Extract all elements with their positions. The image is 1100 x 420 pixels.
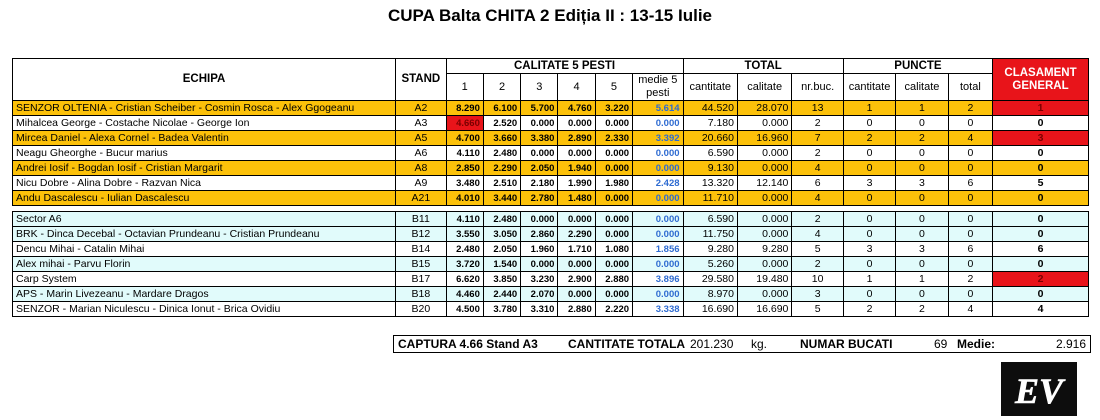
cell-pc: 1 bbox=[843, 272, 895, 287]
cell-p5: 2.220 bbox=[595, 302, 632, 317]
cell-p4: 0.000 bbox=[558, 116, 595, 131]
cell-p5: 0.000 bbox=[595, 146, 632, 161]
cell-nr: 5 bbox=[792, 302, 843, 317]
cell-p5: 1.980 bbox=[595, 176, 632, 191]
cell-echipa: Neagu Gheorghe - Bucur marius bbox=[13, 146, 396, 161]
cell-pt: 6 bbox=[948, 242, 992, 257]
cell-pt: 0 bbox=[948, 146, 992, 161]
cell-p1: 8.290 bbox=[446, 101, 483, 116]
cell-nr: 10 bbox=[792, 272, 843, 287]
cell-echipa: Carp System bbox=[13, 272, 396, 287]
cell-p5: 0.000 bbox=[595, 227, 632, 242]
cell-p4: 0.000 bbox=[558, 257, 595, 272]
cell-p4: 0.000 bbox=[558, 146, 595, 161]
cell-echipa: Mihalcea George - Costache Nicolae - George Ion bbox=[13, 116, 396, 131]
table-row bbox=[13, 116, 1089, 131]
cell-p5: 0.000 bbox=[595, 161, 632, 176]
subheader-2: 2 bbox=[483, 74, 520, 101]
cell-p3: 2.050 bbox=[521, 161, 558, 176]
cell-p2: 2.480 bbox=[483, 146, 520, 161]
cell-nr: 2 bbox=[792, 257, 843, 272]
cell-pt: 4 bbox=[948, 302, 992, 317]
subheader-4: 4 bbox=[558, 74, 595, 101]
cell-pcal: 1 bbox=[896, 272, 948, 287]
cell-pcal: 1 bbox=[896, 101, 948, 116]
subheader-5: 5 bbox=[595, 74, 632, 101]
cell-cal: 0.000 bbox=[737, 146, 791, 161]
cell-p3: 2.860 bbox=[521, 227, 558, 242]
summary-medie-value: 2.916 bbox=[1055, 337, 1086, 351]
cell-cant: 6.590 bbox=[683, 146, 737, 161]
header-stand: STAND bbox=[396, 59, 446, 101]
cell-p4: 2.290 bbox=[558, 227, 595, 242]
subheader-3: 3 bbox=[521, 74, 558, 101]
cell-cant: 11.750 bbox=[683, 227, 737, 242]
cell-echipa: Dencu Mihai - Catalin Mihai bbox=[13, 242, 396, 257]
cell-pc: 0 bbox=[843, 287, 895, 302]
cell-nr: 6 bbox=[792, 176, 843, 191]
cell-pc: 0 bbox=[843, 227, 895, 242]
cell-medie: 0.000 bbox=[633, 212, 683, 227]
cell-p5: 2.880 bbox=[595, 272, 632, 287]
cell-pcal: 3 bbox=[896, 242, 948, 257]
cell-pcal: 0 bbox=[896, 116, 948, 131]
cell-stand: B17 bbox=[396, 272, 446, 287]
cell-p1: 4.500 bbox=[446, 302, 483, 317]
cell-p4: 1.710 bbox=[558, 242, 595, 257]
cell-pcal: 0 bbox=[896, 227, 948, 242]
cell-cant: 7.180 bbox=[683, 116, 737, 131]
cell-pt: 0 bbox=[948, 191, 992, 206]
page-title: CUPA Balta CHITA 2 Ediția II : 13-15 Iulie bbox=[387, 6, 712, 25]
cell-p3: 0.000 bbox=[521, 146, 558, 161]
cell-cal: 12.140 bbox=[737, 176, 791, 191]
cell-p2: 3.780 bbox=[483, 302, 520, 317]
cell-p1: 3.480 bbox=[446, 176, 483, 191]
cell-pcal: 2 bbox=[896, 302, 948, 317]
cell-medie: 0.000 bbox=[633, 227, 683, 242]
cell-stand: B14 bbox=[396, 242, 446, 257]
cell-p5: 0.000 bbox=[595, 287, 632, 302]
cell-cal: 0.000 bbox=[737, 212, 791, 227]
cell-pcal: 0 bbox=[896, 257, 948, 272]
cell-cant: 11.710 bbox=[683, 191, 737, 206]
cell-pcal: 2 bbox=[896, 131, 948, 146]
cell-clas: 0 bbox=[993, 191, 1089, 206]
cell-pc: 0 bbox=[843, 146, 895, 161]
cell-cant: 9.130 bbox=[683, 161, 737, 176]
table-row bbox=[13, 287, 1089, 302]
table-row bbox=[13, 131, 1089, 146]
cell-stand: A21 bbox=[396, 191, 446, 206]
summary-bar bbox=[393, 335, 1091, 353]
ev-logo-mark bbox=[1001, 362, 1077, 416]
cell-cal: 0.000 bbox=[737, 191, 791, 206]
header-total: TOTAL bbox=[683, 59, 843, 74]
cell-pc: 0 bbox=[843, 161, 895, 176]
table-row bbox=[13, 302, 1089, 317]
cell-pc: 0 bbox=[843, 191, 895, 206]
cell-p4: 2.900 bbox=[558, 272, 595, 287]
header-puncte: PUNCTE bbox=[843, 59, 992, 74]
cell-p1: 4.460 bbox=[446, 287, 483, 302]
cell-cant: 8.970 bbox=[683, 287, 737, 302]
cell-nr: 2 bbox=[792, 212, 843, 227]
cell-medie: 5.614 bbox=[633, 101, 683, 116]
table-row bbox=[13, 191, 1089, 206]
cell-p5: 0.000 bbox=[595, 257, 632, 272]
subheader-1: 1 bbox=[446, 74, 483, 101]
summary-medie-label: Medie: bbox=[957, 337, 996, 351]
cell-clas: 2 bbox=[993, 272, 1089, 287]
cell-p1: 6.620 bbox=[446, 272, 483, 287]
cell-pcal: 0 bbox=[896, 146, 948, 161]
cell-cant: 16.690 bbox=[683, 302, 737, 317]
table-row bbox=[13, 242, 1089, 257]
cell-echipa: SENZOR OLTENIA - Cristian Scheiber - Cosmin Rosca - Alex Ggogeanu bbox=[13, 101, 396, 116]
cell-stand: A6 bbox=[396, 146, 446, 161]
cell-cal: 16.960 bbox=[737, 131, 791, 146]
cell-clas: 0 bbox=[993, 257, 1089, 272]
cell-p3: 3.230 bbox=[521, 272, 558, 287]
cell-p5: 2.330 bbox=[595, 131, 632, 146]
subheader-puncte-cantitate: cantitate bbox=[843, 74, 895, 101]
cell-stand: B11 bbox=[396, 212, 446, 227]
cell-p5: 0.000 bbox=[595, 191, 632, 206]
cell-echipa: BRK - Dinca Decebal - Octavian Prundeanu - Cristian Prundeanu bbox=[13, 227, 396, 242]
cell-medie: 0.000 bbox=[633, 287, 683, 302]
cell-nr: 2 bbox=[792, 146, 843, 161]
cell-nr: 5 bbox=[792, 242, 843, 257]
header-calitate: CALITATE 5 PESTI bbox=[446, 59, 683, 74]
cell-p3: 5.700 bbox=[521, 101, 558, 116]
table-row bbox=[13, 101, 1089, 116]
cell-echipa: Alex mihai - Parvu Florin bbox=[13, 257, 396, 272]
cell-nr: 3 bbox=[792, 287, 843, 302]
cell-pc: 0 bbox=[843, 116, 895, 131]
cell-p3: 3.310 bbox=[521, 302, 558, 317]
cell-nr: 13 bbox=[792, 101, 843, 116]
cell-nr: 4 bbox=[792, 161, 843, 176]
summary-cantitate-unit: kg. bbox=[751, 337, 768, 351]
cell-p3: 2.780 bbox=[521, 191, 558, 206]
cell-stand: A9 bbox=[396, 176, 446, 191]
cell-p2: 2.440 bbox=[483, 287, 520, 302]
cell-clas: 0 bbox=[993, 287, 1089, 302]
cell-p2: 3.050 bbox=[483, 227, 520, 242]
summary-cantitate-value: 201.230 bbox=[690, 337, 734, 351]
cell-echipa: Andrei Iosif - Bogdan Iosif - Cristian Margarit bbox=[13, 161, 396, 176]
cell-cal: 9.280 bbox=[737, 242, 791, 257]
cell-stand: A3 bbox=[396, 116, 446, 131]
cell-p5: 3.220 bbox=[595, 101, 632, 116]
cell-pt: 0 bbox=[948, 116, 992, 131]
cell-medie: 3.896 bbox=[633, 272, 683, 287]
cell-p2: 2.510 bbox=[483, 176, 520, 191]
subheader-total-calitate: calitate bbox=[737, 74, 791, 101]
cell-p3: 2.180 bbox=[521, 176, 558, 191]
cell-p5: 1.080 bbox=[595, 242, 632, 257]
table-row bbox=[13, 257, 1089, 272]
cell-pcal: 0 bbox=[896, 191, 948, 206]
cell-clas: 0 bbox=[993, 161, 1089, 176]
cell-stand: A8 bbox=[396, 161, 446, 176]
cell-stand: B20 bbox=[396, 302, 446, 317]
cell-medie: 0.000 bbox=[633, 146, 683, 161]
cell-cant: 6.590 bbox=[683, 212, 737, 227]
cell-p3: 0.000 bbox=[521, 116, 558, 131]
cell-pt: 0 bbox=[948, 227, 992, 242]
cell-stand: A2 bbox=[396, 101, 446, 116]
cell-medie: 0.000 bbox=[633, 191, 683, 206]
cell-pt: 0 bbox=[948, 161, 992, 176]
cell-pt: 0 bbox=[948, 212, 992, 227]
cell-echipa: Andu Dascalescu - Iulian Dascalescu bbox=[13, 191, 396, 206]
cell-medie: 1.856 bbox=[633, 242, 683, 257]
cell-stand: A5 bbox=[396, 131, 446, 146]
cell-cal: 0.000 bbox=[737, 257, 791, 272]
cell-pt: 4 bbox=[948, 131, 992, 146]
cell-p2: 3.660 bbox=[483, 131, 520, 146]
cell-p2: 6.100 bbox=[483, 101, 520, 116]
cell-clas: 6 bbox=[993, 242, 1089, 257]
table-row bbox=[13, 227, 1089, 242]
cell-clas: 0 bbox=[993, 146, 1089, 161]
cell-p4: 2.890 bbox=[558, 131, 595, 146]
cell-pt: 0 bbox=[948, 287, 992, 302]
cell-pt: 2 bbox=[948, 272, 992, 287]
cell-p3: 2.070 bbox=[521, 287, 558, 302]
cell-cal: 16.690 bbox=[737, 302, 791, 317]
cell-nr: 2 bbox=[792, 116, 843, 131]
cell-medie: 3.338 bbox=[633, 302, 683, 317]
cell-cant: 44.520 bbox=[683, 101, 737, 116]
cell-clas: 0 bbox=[993, 116, 1089, 131]
cell-p4: 1.940 bbox=[558, 161, 595, 176]
cell-pc: 0 bbox=[843, 212, 895, 227]
cell-pt: 0 bbox=[948, 257, 992, 272]
cell-p4: 1.990 bbox=[558, 176, 595, 191]
cell-medie: 0.000 bbox=[633, 116, 683, 131]
cell-echipa: APS - Marin Livezeanu - Mardare Dragos bbox=[13, 287, 396, 302]
cell-pcal: 3 bbox=[896, 176, 948, 191]
cell-cal: 0.000 bbox=[737, 161, 791, 176]
cell-pc: 0 bbox=[843, 257, 895, 272]
cell-p1: 4.010 bbox=[446, 191, 483, 206]
cell-stand: B15 bbox=[396, 257, 446, 272]
cell-pc: 2 bbox=[843, 131, 895, 146]
cell-clas: 3 bbox=[993, 131, 1089, 146]
cell-pc: 3 bbox=[843, 176, 895, 191]
cell-p4: 4.760 bbox=[558, 101, 595, 116]
cell-p1: 2.850 bbox=[446, 161, 483, 176]
cell-pcal: 0 bbox=[896, 212, 948, 227]
cell-p2: 3.850 bbox=[483, 272, 520, 287]
cell-nr: 4 bbox=[792, 227, 843, 242]
cell-p1: 4.700 bbox=[446, 131, 483, 146]
cell-medie: 2.428 bbox=[633, 176, 683, 191]
cell-echipa: SENZOR - Marian Niculescu - Dinica Ionut - Brica Ovidiu bbox=[13, 302, 396, 317]
header-echipa: ECHIPA bbox=[13, 59, 396, 101]
cell-cal: 0.000 bbox=[737, 116, 791, 131]
cell-p3: 0.000 bbox=[521, 212, 558, 227]
cell-pcal: 0 bbox=[896, 287, 948, 302]
cell-p2: 2.480 bbox=[483, 212, 520, 227]
subheader-medie: medie 5 pesti bbox=[633, 74, 683, 101]
cell-medie: 0.000 bbox=[633, 257, 683, 272]
cell-p1: 4.110 bbox=[446, 146, 483, 161]
cell-cal: 28.070 bbox=[737, 101, 791, 116]
summary-cantitate-label: CANTITATE TOTALA bbox=[568, 337, 686, 351]
subheader-nr-buc: nr.buc. bbox=[792, 74, 843, 101]
table-row bbox=[13, 272, 1089, 287]
cell-p1: 3.720 bbox=[446, 257, 483, 272]
cell-p3: 0.000 bbox=[521, 257, 558, 272]
cell-pc: 1 bbox=[843, 101, 895, 116]
ev-logo bbox=[1001, 362, 1077, 416]
cell-medie: 3.392 bbox=[633, 131, 683, 146]
cell-stand: B18 bbox=[396, 287, 446, 302]
ev-logo-text: EV bbox=[1014, 371, 1064, 411]
cell-p4: 0.000 bbox=[558, 287, 595, 302]
cell-cant: 13.320 bbox=[683, 176, 737, 191]
cell-p3: 3.380 bbox=[521, 131, 558, 146]
cell-cal: 19.480 bbox=[737, 272, 791, 287]
cell-p1: 2.480 bbox=[446, 242, 483, 257]
summary-numar-label: NUMAR BUCATI bbox=[800, 337, 893, 351]
cell-nr: 7 bbox=[792, 131, 843, 146]
table-row bbox=[13, 161, 1089, 176]
cell-cant: 5.260 bbox=[683, 257, 737, 272]
cell-cant: 20.660 bbox=[683, 131, 737, 146]
table-row bbox=[13, 146, 1089, 161]
cell-pt: 6 bbox=[948, 176, 992, 191]
subheader-puncte-total: total bbox=[948, 74, 992, 101]
cell-p1: 4.110 bbox=[446, 212, 483, 227]
cell-p2: 2.290 bbox=[483, 161, 520, 176]
cell-clas: 5 bbox=[993, 176, 1089, 191]
results-table bbox=[12, 58, 1089, 317]
cell-p2: 3.440 bbox=[483, 191, 520, 206]
cell-p2: 2.520 bbox=[483, 116, 520, 131]
cell-nr: 4 bbox=[792, 191, 843, 206]
cell-p4: 2.880 bbox=[558, 302, 595, 317]
cell-pc: 3 bbox=[843, 242, 895, 257]
cell-p4: 1.480 bbox=[558, 191, 595, 206]
cell-p4: 0.000 bbox=[558, 212, 595, 227]
cell-cal: 0.000 bbox=[737, 287, 791, 302]
cell-echipa: Sector A6 bbox=[13, 212, 396, 227]
subheader-total-cantitate: cantitate bbox=[683, 74, 737, 101]
cell-p2: 1.540 bbox=[483, 257, 520, 272]
cell-p2: 2.050 bbox=[483, 242, 520, 257]
table-row bbox=[13, 212, 1089, 227]
cell-cal: 0.000 bbox=[737, 227, 791, 242]
cell-cant: 29.580 bbox=[683, 272, 737, 287]
cell-stand: B12 bbox=[396, 227, 446, 242]
cell-p1: 3.550 bbox=[446, 227, 483, 242]
summary-numar-value: 69 bbox=[934, 337, 948, 351]
cell-p5: 0.000 bbox=[595, 116, 632, 131]
cell-pc: 2 bbox=[843, 302, 895, 317]
cell-echipa: Mircea Daniel - Alexa Cornel - Badea Valentin bbox=[13, 131, 396, 146]
summary-captura: CAPTURA 4.66 Stand A3 bbox=[398, 337, 538, 351]
cell-echipa: Nicu Dobre - Alina Dobre - Razvan Nica bbox=[13, 176, 396, 191]
cell-clas: 4 bbox=[993, 302, 1089, 317]
cell-medie: 0.000 bbox=[633, 161, 683, 176]
cell-pt: 2 bbox=[948, 101, 992, 116]
cell-pcal: 0 bbox=[896, 161, 948, 176]
table-row bbox=[13, 176, 1089, 191]
cell-clas: 0 bbox=[993, 212, 1089, 227]
cell-p1: 4.660 bbox=[446, 116, 483, 131]
cell-p5: 0.000 bbox=[595, 212, 632, 227]
cell-clas: 0 bbox=[993, 227, 1089, 242]
cell-p3: 1.960 bbox=[521, 242, 558, 257]
cell-clas: 1 bbox=[993, 101, 1089, 116]
cell-cant: 9.280 bbox=[683, 242, 737, 257]
header-clasament: CLASAMENT GENERAL bbox=[993, 59, 1089, 101]
subheader-puncte-calitate: calitate bbox=[896, 74, 948, 101]
